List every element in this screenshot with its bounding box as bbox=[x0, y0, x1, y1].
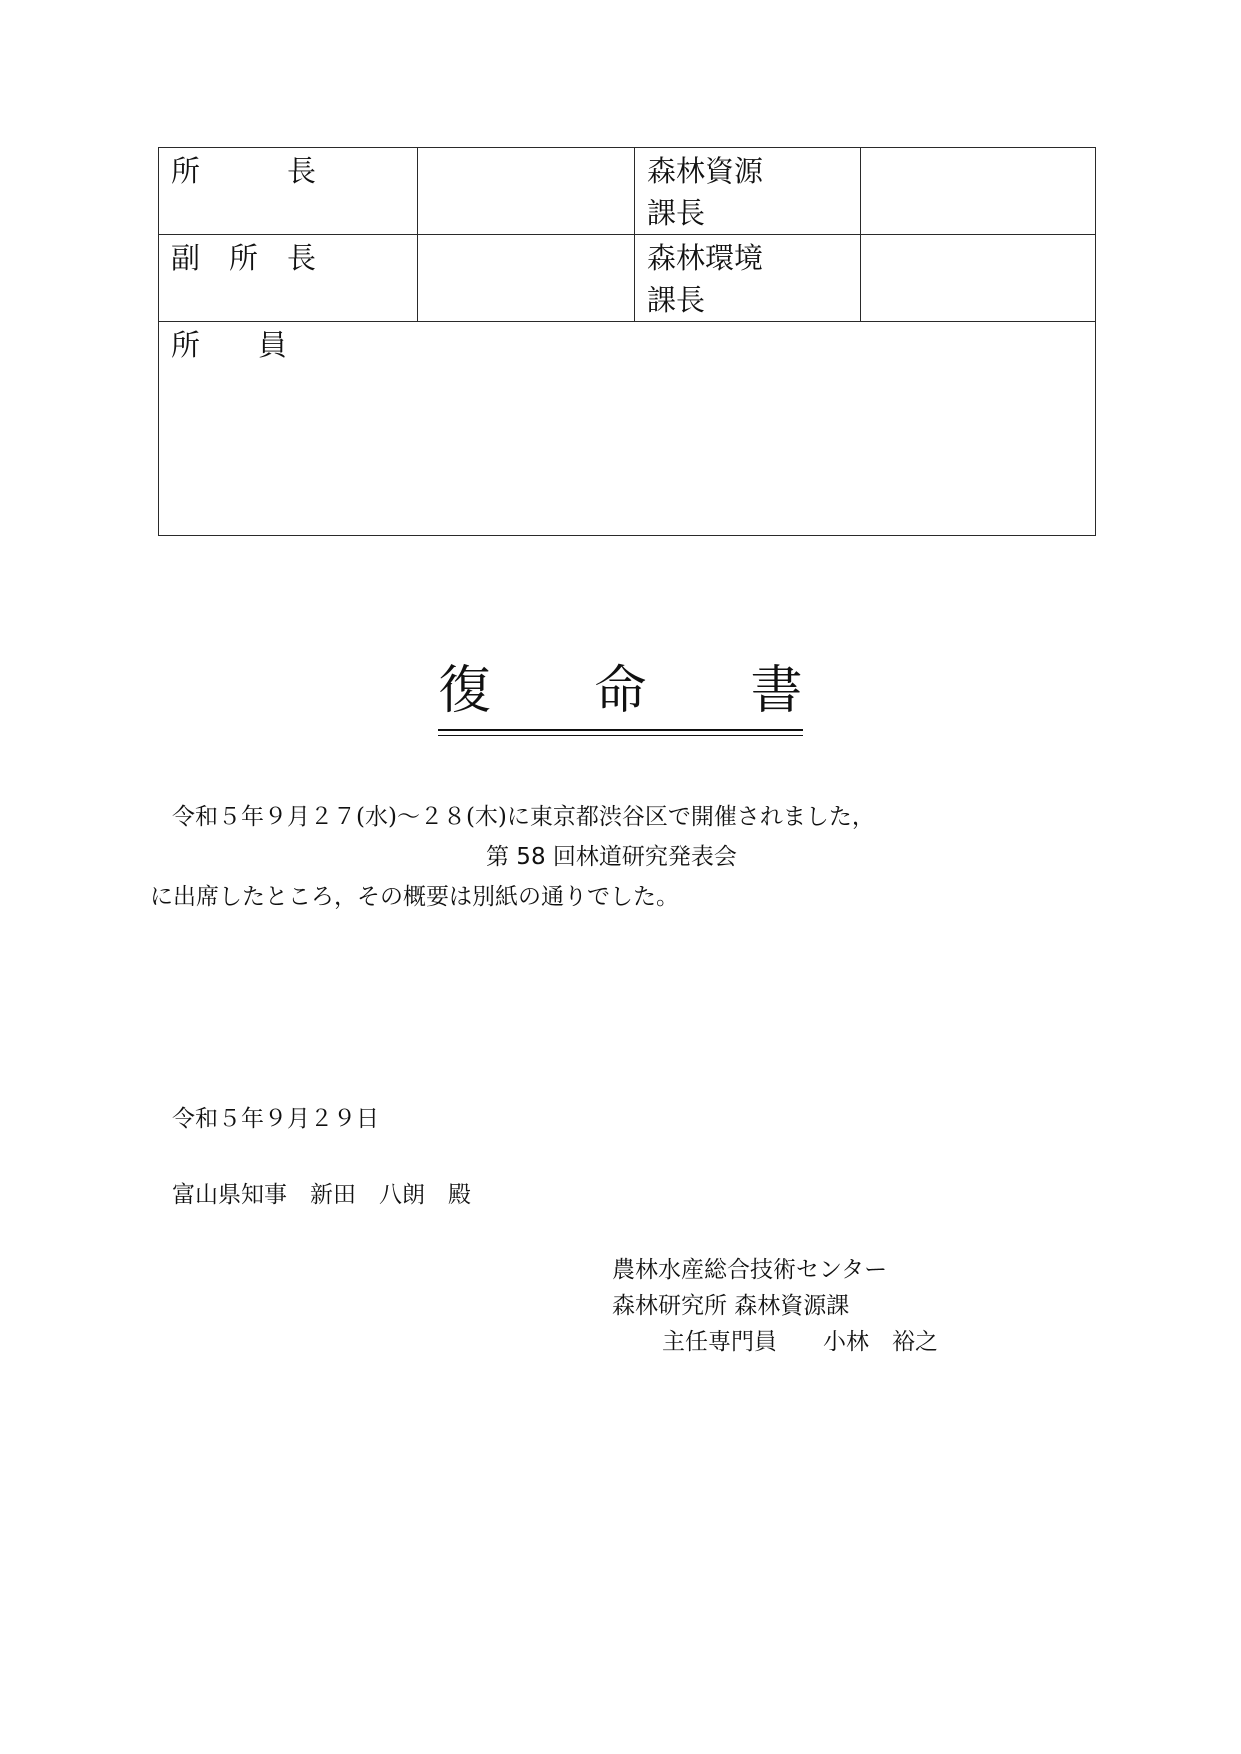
addressee: 富山県知事 新田 八朗 殿 bbox=[172, 1182, 471, 1208]
deputy-stamp-box bbox=[418, 235, 635, 322]
sender-name: 主任専門員 小林 裕之 bbox=[662, 1329, 938, 1355]
staff-cell bbox=[159, 322, 1096, 536]
forest-resources-chief-stamp-box bbox=[861, 148, 1096, 235]
deputy-row bbox=[159, 235, 1096, 322]
document-title: 復 命 書 bbox=[0, 655, 1241, 731]
forest-resources-chief-label: 森林資源 課長 bbox=[635, 148, 861, 235]
body-line-3: に出席したところ，その概要は別紙の通りでした。 bbox=[150, 884, 679, 910]
body-line-1: 令和５年９月２７(水)～２８(木)に東京都渋谷区で開催されました， bbox=[172, 804, 875, 830]
forest-environment-chief-stamp-box bbox=[861, 235, 1096, 322]
director-label: 所 長 bbox=[159, 148, 418, 235]
staff-row bbox=[159, 322, 1096, 536]
forest-environment-chief-label: 森林環境 課長 bbox=[635, 235, 861, 322]
sender-division: 森林研究所 森林資源課 bbox=[612, 1293, 850, 1319]
event-name: 第 58 回林道研究発表会 bbox=[486, 844, 737, 870]
report-date: 令和５年９月２９日 bbox=[172, 1106, 379, 1132]
director-row bbox=[159, 148, 1096, 235]
deputy-label: 副 所 長 bbox=[159, 235, 418, 322]
director-stamp-box bbox=[418, 148, 635, 235]
approval-stamp-table bbox=[158, 147, 1096, 536]
sender-organization: 農林水産総合技術センター bbox=[612, 1257, 888, 1283]
staff-label: 所 員 bbox=[171, 328, 288, 362]
